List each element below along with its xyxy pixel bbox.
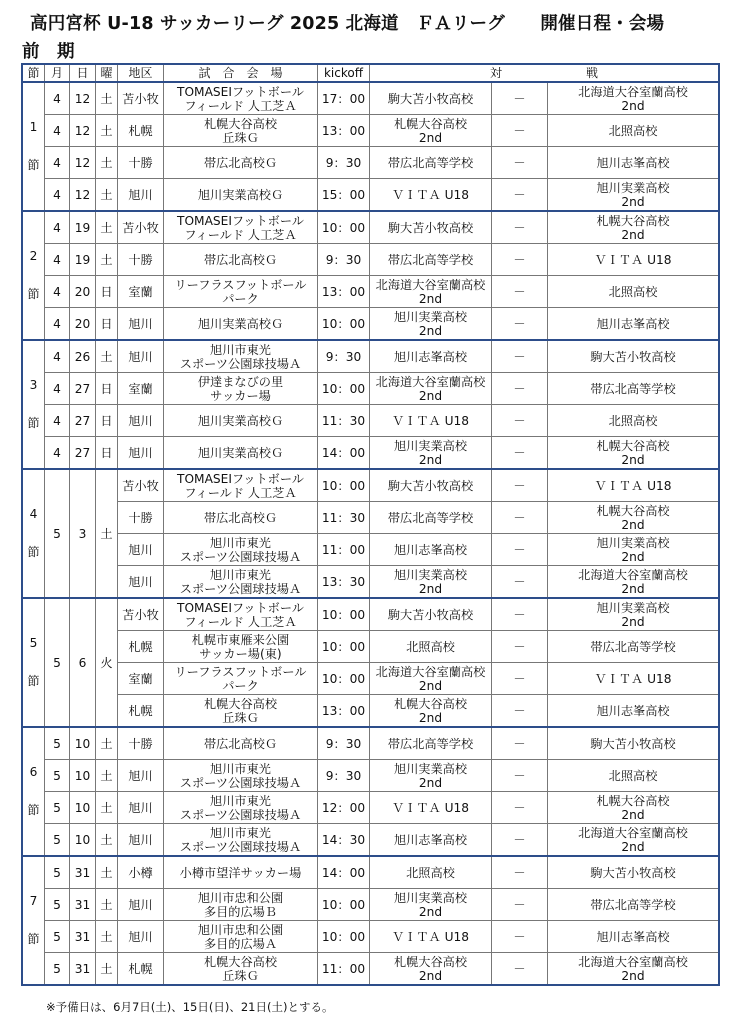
table-row [23, 244, 719, 276]
day-cell: 3 [70, 469, 96, 598]
area-cell: 旭川 [118, 308, 164, 341]
venue-cell: 旭川実業高校Ｇ [164, 405, 318, 437]
section-label: 3 節 [23, 340, 45, 469]
home-team-cell: 北照高校 [370, 856, 492, 889]
area-cell: 苫小牧 [118, 82, 164, 115]
versus-dash: － [492, 534, 548, 566]
weekday-cell: 日 [96, 276, 118, 308]
venue-cell: リーフラスフットボール パーク [164, 663, 318, 695]
home-team-cell: 帯広北高等学校 [370, 147, 492, 179]
home-team-cell: ＶＩＴＡ U18 [370, 921, 492, 953]
weekday-cell: 土 [96, 953, 118, 985]
area-cell: 旭川 [118, 179, 164, 212]
area-cell: 室蘭 [118, 663, 164, 695]
month-cell: 4 [45, 276, 70, 308]
day-cell: 12 [70, 82, 96, 115]
weekday-cell: 土 [96, 889, 118, 921]
home-team-cell: 札幌大谷高校 2nd [370, 953, 492, 985]
area-cell: 苫小牧 [118, 469, 164, 502]
area-cell: 旭川 [118, 437, 164, 470]
table-row [23, 115, 719, 147]
versus-dash: － [492, 953, 548, 985]
day-cell: 19 [70, 244, 96, 276]
venue-cell: 旭川市忠和公園 多目的広場Ｂ [164, 889, 318, 921]
section-label: 6 節 [23, 727, 45, 856]
away-team-cell: 札幌大谷高校 2nd [548, 211, 719, 244]
home-team-cell: 駒大苫小牧高校 [370, 469, 492, 502]
kickoff-cell: 9：30 [318, 340, 370, 373]
day-cell: 10 [70, 824, 96, 857]
venue-cell: 旭川市東光 スポーツ公園球技場Ａ [164, 760, 318, 792]
day-cell: 10 [70, 727, 96, 760]
away-team-cell: 旭川志峯高校 [548, 921, 719, 953]
kickoff-cell: 11：30 [318, 405, 370, 437]
kickoff-cell: 14：00 [318, 856, 370, 889]
versus-dash: － [492, 82, 548, 115]
versus-dash: － [492, 211, 548, 244]
table-row [23, 340, 719, 373]
section-label: 1 節 [23, 82, 45, 211]
day-cell: 31 [70, 953, 96, 985]
venue-cell: 旭川実業高校Ｇ [164, 308, 318, 341]
versus-dash: － [492, 308, 548, 341]
header-section: 節 [23, 65, 45, 83]
month-cell: 5 [45, 921, 70, 953]
venue-cell: 帯広北高校Ｇ [164, 727, 318, 760]
venue-cell: 旭川市東光 スポーツ公園球技場Ａ [164, 340, 318, 373]
area-cell: 札幌 [118, 115, 164, 147]
home-team-cell: ＶＩＴＡ U18 [370, 405, 492, 437]
day-cell: 12 [70, 179, 96, 212]
away-team-cell: 帯広北高等学校 [548, 631, 719, 663]
away-team-cell: 北海道大谷室蘭高校 2nd [548, 82, 719, 115]
table-row [23, 405, 719, 437]
away-team-cell: ＶＩＴＡ U18 [548, 469, 719, 502]
month-cell: 4 [45, 340, 70, 373]
table-row [23, 792, 719, 824]
area-cell: 札幌 [118, 953, 164, 985]
versus-dash: － [492, 889, 548, 921]
table-row [23, 179, 719, 212]
table-row [23, 824, 719, 857]
versus-dash: － [492, 405, 548, 437]
away-team-cell: 旭川実業高校 2nd [548, 534, 719, 566]
area-cell: 札幌 [118, 631, 164, 663]
day-cell: 20 [70, 308, 96, 341]
home-team-cell: 札幌大谷高校 2nd [370, 115, 492, 147]
home-team-cell: 帯広北高等学校 [370, 502, 492, 534]
venue-cell: 旭川市東光 スポーツ公園球技場Ａ [164, 566, 318, 599]
versus-dash: － [492, 147, 548, 179]
table-row [23, 856, 719, 889]
day-cell: 10 [70, 760, 96, 792]
table-row [23, 953, 719, 985]
away-team-cell: 北海道大谷室蘭高校 2nd [548, 953, 719, 985]
area-cell: 苫小牧 [118, 211, 164, 244]
versus-dash: － [492, 856, 548, 889]
weekday-cell: 土 [96, 469, 118, 598]
table-row [23, 469, 719, 502]
venue-cell: 札幌大谷高校 丘珠Ｇ [164, 115, 318, 147]
day-cell: 27 [70, 405, 96, 437]
month-cell: 4 [45, 179, 70, 212]
kickoff-cell: 10：00 [318, 921, 370, 953]
area-cell: 旭川 [118, 824, 164, 857]
versus-dash: － [492, 340, 548, 373]
away-team-cell: 札幌大谷高校 2nd [548, 792, 719, 824]
weekday-cell: 土 [96, 824, 118, 857]
day-cell: 31 [70, 921, 96, 953]
venue-cell: 旭川市東光 スポーツ公園球技場Ａ [164, 534, 318, 566]
home-team-cell: 旭川志峯高校 [370, 534, 492, 566]
table-row [23, 211, 719, 244]
weekday-cell: 土 [96, 760, 118, 792]
area-cell: 室蘭 [118, 373, 164, 405]
kickoff-cell: 14：00 [318, 437, 370, 470]
month-cell: 5 [45, 792, 70, 824]
versus-dash: － [492, 598, 548, 631]
away-team-cell: 帯広北高等学校 [548, 373, 719, 405]
reserve-day-note: ※予備日は、6月7日(土)、15日(日)、21日(土)とする。 [46, 1000, 334, 1014]
kickoff-cell: 9：30 [318, 147, 370, 179]
weekday-cell: 日 [96, 405, 118, 437]
versus-dash: － [492, 244, 548, 276]
kickoff-cell: 10：00 [318, 631, 370, 663]
home-team-cell: 駒大苫小牧高校 [370, 598, 492, 631]
kickoff-cell: 9：30 [318, 760, 370, 792]
versus-dash: － [492, 824, 548, 857]
month-cell: 5 [45, 760, 70, 792]
area-cell: 旭川 [118, 405, 164, 437]
venue-cell: 伊達まなびの里 サッカー場 [164, 373, 318, 405]
venue-cell: 帯広北高校Ｇ [164, 147, 318, 179]
home-team-cell: 旭川実業高校 2nd [370, 889, 492, 921]
home-team-cell: 旭川実業高校 2nd [370, 760, 492, 792]
away-team-cell: 北海道大谷室蘭高校 2nd [548, 824, 719, 857]
venue-cell: 小樽市望洋サッカー場 [164, 856, 318, 889]
home-team-cell: 札幌大谷高校 2nd [370, 695, 492, 728]
month-cell: 4 [45, 82, 70, 115]
day-cell: 6 [70, 598, 96, 727]
area-cell: 室蘭 [118, 276, 164, 308]
home-team-cell: 旭川実業高校 2nd [370, 566, 492, 599]
venue-cell: 旭川市東光 スポーツ公園球技場Ａ [164, 824, 318, 857]
versus-dash: － [492, 276, 548, 308]
home-team-cell: 北海道大谷室蘭高校 2nd [370, 663, 492, 695]
area-cell: 札幌 [118, 695, 164, 728]
section-label: 4 節 [23, 469, 45, 598]
header-month: 月 [45, 65, 70, 83]
venue-cell: 旭川実業高校Ｇ [164, 179, 318, 212]
away-team-cell: 帯広北高等学校 [548, 889, 719, 921]
away-team-cell: 駒大苫小牧高校 [548, 340, 719, 373]
kickoff-cell: 13：30 [318, 566, 370, 599]
table-row [23, 889, 719, 921]
weekday-cell: 日 [96, 373, 118, 405]
header-area: 地区 [118, 65, 164, 83]
table-row [23, 760, 719, 792]
day-cell: 31 [70, 856, 96, 889]
month-cell: 5 [45, 824, 70, 857]
away-team-cell: 北照高校 [548, 760, 719, 792]
weekday-cell: 土 [96, 340, 118, 373]
venue-cell: リーフラスフットボール パーク [164, 276, 318, 308]
table-row [23, 276, 719, 308]
home-team-cell: 帯広北高等学校 [370, 727, 492, 760]
away-team-cell: 駒大苫小牧高校 [548, 727, 719, 760]
versus-dash: － [492, 469, 548, 502]
area-cell: 十勝 [118, 502, 164, 534]
day-cell: 26 [70, 340, 96, 373]
month-cell: 5 [45, 598, 70, 727]
area-cell: 十勝 [118, 147, 164, 179]
kickoff-cell: 10：00 [318, 211, 370, 244]
area-cell: 小樽 [118, 856, 164, 889]
home-team-cell: 北海道大谷室蘭高校 2nd [370, 373, 492, 405]
weekday-cell: 日 [96, 437, 118, 470]
area-cell: 旭川 [118, 760, 164, 792]
kickoff-cell: 10：00 [318, 469, 370, 502]
away-team-cell: 北照高校 [548, 405, 719, 437]
home-team-cell: 駒大苫小牧高校 [370, 211, 492, 244]
month-cell: 4 [45, 147, 70, 179]
away-team-cell: 旭川志峯高校 [548, 147, 719, 179]
table-row [23, 631, 719, 663]
kickoff-cell: 10：00 [318, 889, 370, 921]
table-row [23, 695, 719, 728]
versus-dash: － [492, 631, 548, 663]
period-label: 前 期 [22, 42, 75, 62]
weekday-cell: 土 [96, 244, 118, 276]
kickoff-cell: 13：00 [318, 276, 370, 308]
away-team-cell: 北海道大谷室蘭高校 2nd [548, 566, 719, 599]
header-venue: 試 合 会 場 [164, 65, 318, 83]
home-team-cell: 北海道大谷室蘭高校 2nd [370, 276, 492, 308]
away-team-cell: 北照高校 [548, 276, 719, 308]
venue-cell: TOMASEIフットボール フィールド 人工芝Ａ [164, 598, 318, 631]
table-row [23, 534, 719, 566]
table-row [23, 147, 719, 179]
table-row [23, 373, 719, 405]
day-cell: 12 [70, 147, 96, 179]
weekday-cell: 土 [96, 115, 118, 147]
kickoff-cell: 9：30 [318, 244, 370, 276]
day-cell: 31 [70, 889, 96, 921]
month-cell: 5 [45, 856, 70, 889]
venue-cell: 札幌市東雁来公園 サッカー場(東) [164, 631, 318, 663]
table-row [23, 82, 719, 115]
versus-dash: － [492, 663, 548, 695]
venue-cell: 旭川市東光 スポーツ公園球技場Ａ [164, 792, 318, 824]
home-team-cell: 北照高校 [370, 631, 492, 663]
month-cell: 4 [45, 437, 70, 470]
page-title: 高円宮杯 U-18 サッカーリーグ 2025 北海道 ＦＡリーグ 開催日程・会場 [30, 14, 665, 34]
away-team-cell: 札幌大谷高校 2nd [548, 437, 719, 470]
versus-dash: － [492, 695, 548, 728]
versus-dash: － [492, 373, 548, 405]
weekday-cell: 土 [96, 211, 118, 244]
venue-cell: TOMASEIフットボール フィールド 人工芝Ａ [164, 469, 318, 502]
month-cell: 4 [45, 405, 70, 437]
table-row [23, 598, 719, 631]
kickoff-cell: 15：00 [318, 179, 370, 212]
day-cell: 19 [70, 211, 96, 244]
header-match: 対 戦 [370, 65, 719, 83]
month-cell: 5 [45, 953, 70, 985]
venue-cell: TOMASEIフットボール フィールド 人工芝Ａ [164, 82, 318, 115]
month-cell: 4 [45, 308, 70, 341]
kickoff-cell: 13：00 [318, 695, 370, 728]
away-team-cell: 旭川志峯高校 [548, 695, 719, 728]
versus-dash: － [492, 727, 548, 760]
area-cell: 旭川 [118, 534, 164, 566]
area-cell: 旭川 [118, 566, 164, 599]
header-row [23, 65, 719, 83]
schedule-table [22, 64, 719, 985]
weekday-cell: 土 [96, 179, 118, 212]
versus-dash: － [492, 760, 548, 792]
day-cell: 12 [70, 115, 96, 147]
versus-dash: － [492, 437, 548, 470]
versus-dash: － [492, 921, 548, 953]
venue-cell: TOMASEIフットボール フィールド 人工芝Ａ [164, 211, 318, 244]
day-cell: 27 [70, 373, 96, 405]
month-cell: 5 [45, 889, 70, 921]
home-team-cell: ＶＩＴＡ U18 [370, 792, 492, 824]
area-cell: 旭川 [118, 340, 164, 373]
section-label: 5 節 [23, 598, 45, 727]
away-team-cell: 旭川実業高校 2nd [548, 179, 719, 212]
kickoff-cell: 10：00 [318, 663, 370, 695]
month-cell: 4 [45, 211, 70, 244]
kickoff-cell: 11：00 [318, 953, 370, 985]
versus-dash: － [492, 179, 548, 212]
month-cell: 5 [45, 469, 70, 598]
kickoff-cell: 10：00 [318, 598, 370, 631]
home-team-cell: 旭川実業高校 2nd [370, 308, 492, 341]
kickoff-cell: 13：00 [318, 115, 370, 147]
venue-cell: 札幌大谷高校 丘珠Ｇ [164, 695, 318, 728]
weekday-cell: 土 [96, 147, 118, 179]
away-team-cell: 旭川実業高校 2nd [548, 598, 719, 631]
weekday-cell: 日 [96, 308, 118, 341]
table-row [23, 921, 719, 953]
away-team-cell: ＶＩＴＡ U18 [548, 663, 719, 695]
home-team-cell: 帯広北高等学校 [370, 244, 492, 276]
versus-dash: － [492, 792, 548, 824]
weekday-cell: 土 [96, 921, 118, 953]
home-team-cell: 駒大苫小牧高校 [370, 82, 492, 115]
away-team-cell: 北照高校 [548, 115, 719, 147]
kickoff-cell: 11：30 [318, 502, 370, 534]
month-cell: 5 [45, 727, 70, 760]
table-row [23, 308, 719, 341]
kickoff-cell: 10：00 [318, 373, 370, 405]
area-cell: 十勝 [118, 244, 164, 276]
weekday-cell: 土 [96, 82, 118, 115]
area-cell: 苫小牧 [118, 598, 164, 631]
header-weekday: 曜 [96, 65, 118, 83]
kickoff-cell: 9：30 [318, 727, 370, 760]
kickoff-cell: 10：00 [318, 308, 370, 341]
home-team-cell: 旭川志峯高校 [370, 340, 492, 373]
venue-cell: 札幌大谷高校 丘珠Ｇ [164, 953, 318, 985]
day-cell: 10 [70, 792, 96, 824]
weekday-cell: 土 [96, 727, 118, 760]
weekday-cell: 火 [96, 598, 118, 727]
kickoff-cell: 12：00 [318, 792, 370, 824]
header-day: 日 [70, 65, 96, 83]
table-row [23, 502, 719, 534]
table-row [23, 566, 719, 599]
table-row [23, 663, 719, 695]
home-team-cell: ＶＩＴＡ U18 [370, 179, 492, 212]
month-cell: 4 [45, 115, 70, 147]
home-team-cell: 旭川志峯高校 [370, 824, 492, 857]
day-cell: 27 [70, 437, 96, 470]
area-cell: 十勝 [118, 727, 164, 760]
area-cell: 旭川 [118, 889, 164, 921]
weekday-cell: 土 [96, 856, 118, 889]
versus-dash: － [492, 566, 548, 599]
section-label: 2 節 [23, 211, 45, 340]
header-kickoff: kickoff [318, 65, 370, 83]
schedule-body [23, 82, 719, 985]
away-team-cell: 駒大苫小牧高校 [548, 856, 719, 889]
month-cell: 4 [45, 373, 70, 405]
weekday-cell: 土 [96, 792, 118, 824]
kickoff-cell: 14：30 [318, 824, 370, 857]
venue-cell: 旭川実業高校Ｇ [164, 437, 318, 470]
month-cell: 4 [45, 244, 70, 276]
versus-dash: － [492, 502, 548, 534]
venue-cell: 旭川市忠和公園 多目的広場Ａ [164, 921, 318, 953]
kickoff-cell: 17：00 [318, 82, 370, 115]
kickoff-cell: 11：00 [318, 534, 370, 566]
away-team-cell: 札幌大谷高校 2nd [548, 502, 719, 534]
venue-cell: 帯広北高校Ｇ [164, 244, 318, 276]
table-row [23, 727, 719, 760]
section-label: 7 節 [23, 856, 45, 985]
away-team-cell: 旭川志峯高校 [548, 308, 719, 341]
versus-dash: － [492, 115, 548, 147]
area-cell: 旭川 [118, 792, 164, 824]
area-cell: 旭川 [118, 921, 164, 953]
home-team-cell: 旭川実業高校 2nd [370, 437, 492, 470]
table-row [23, 437, 719, 470]
day-cell: 20 [70, 276, 96, 308]
venue-cell: 帯広北高校Ｇ [164, 502, 318, 534]
away-team-cell: ＶＩＴＡ U18 [548, 244, 719, 276]
